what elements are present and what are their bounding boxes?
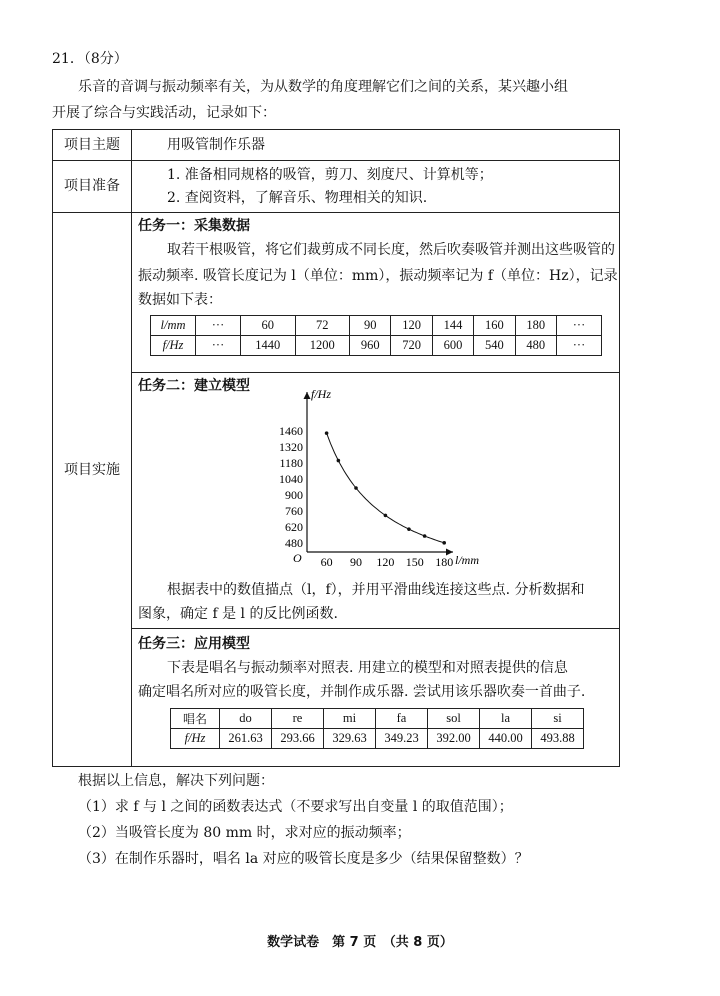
table-cell: do: [220, 709, 272, 729]
table-row: [171, 709, 584, 729]
x-axis-label: l/mm: [455, 553, 479, 567]
intro-line-2: 开展了综合与实践活动，记录如下：: [52, 105, 276, 121]
table-cell: ···: [196, 336, 241, 356]
table-cell: 349.23: [376, 729, 428, 749]
y-tick-label: 760: [285, 503, 303, 518]
table-cell: 120: [391, 316, 432, 336]
table-header-cell: f/Hz: [151, 336, 196, 356]
table-cell: 493.88: [532, 729, 584, 749]
table-cell: 960: [350, 336, 391, 356]
task3-title: 任务三：应用模型: [138, 636, 250, 652]
table-cell: 480: [515, 336, 556, 356]
x-tick-label: 90: [350, 555, 362, 569]
task2-title: 任务二：建立模型: [138, 378, 250, 394]
questions-lead: 根据以上信息，解决下列问题：: [78, 773, 274, 789]
y-tick-label: 1180: [279, 455, 303, 470]
prep-item-1: 1. 准备相同规格的吸管，剪刀、刻度尺、计算机等；: [167, 167, 493, 183]
origin-label: O: [293, 551, 302, 565]
table-cell: ···: [557, 316, 602, 336]
table-cell: 1440: [241, 336, 296, 356]
page-footer: 数学试卷 第 7 页 （共 8 页）: [267, 935, 453, 950]
table-cell: 600: [432, 336, 473, 356]
table-cell: 440.00: [480, 729, 532, 749]
x-tick-label: 120: [376, 555, 395, 569]
task3-data-table: [170, 708, 584, 749]
task2-desc-line-2: 图象，确定 f 是 l 的反比例函数.: [138, 606, 338, 622]
impl-label: 项目实施: [64, 462, 120, 478]
table-cell: sol: [428, 709, 480, 729]
task3-line-1: 下表是唱名与振动频率对照表. 用建立的模型和对照表提供的信息: [167, 660, 568, 676]
data-point: [337, 459, 341, 463]
project-table: [52, 129, 620, 767]
task1-title: 任务一：采集数据: [138, 218, 250, 234]
y-tick-label: 620: [285, 519, 303, 534]
task3-line-2: 确定唱名所对应的吸管长度，并制作成乐器. 尝试用该乐器吹奏一首曲子.: [138, 684, 586, 700]
table-header-cell: 唱名: [171, 709, 220, 729]
y-tick-label: 1460: [279, 423, 303, 438]
prep-label: 项目准备: [64, 178, 120, 194]
y-axis-label: f/Hz: [311, 387, 332, 401]
y-tick-label: 1320: [279, 439, 303, 454]
table-header-cell: f/Hz: [171, 729, 220, 749]
table-cell: 293.66: [272, 729, 324, 749]
table-cell: 329.63: [324, 729, 376, 749]
y-tick-label: 1040: [279, 471, 303, 486]
table-cell: si: [532, 709, 584, 729]
table-cell: 720: [391, 336, 432, 356]
table-cell: ···: [196, 316, 241, 336]
table-header-cell: l/mm: [151, 316, 196, 336]
column-divider: [131, 130, 132, 766]
table-cell: re: [272, 709, 324, 729]
table-row: [151, 336, 602, 356]
y-tick-label: 900: [285, 487, 303, 502]
question-number: 21．（8分）: [52, 51, 128, 67]
theme-value: 用吸管制作乐器: [167, 137, 265, 153]
table-cell: 90: [350, 316, 391, 336]
data-point: [407, 527, 411, 531]
task1-line-2: 振动频率. 吸管长度记为 l（单位：mm），振动频率记为 f（单位：Hz），记录: [138, 268, 618, 284]
data-point: [442, 541, 446, 545]
table-cell: mi: [324, 709, 376, 729]
y-tick-label: 480: [285, 535, 303, 550]
x-tick-label: 150: [405, 555, 424, 569]
question-1: （1）求 f 与 l 之间的函数表达式（不要求写出自变量 l 的取值范围）；: [78, 799, 513, 815]
x-tick-label: 180: [435, 555, 454, 569]
task1-data-table: [150, 315, 602, 356]
data-point: [384, 514, 388, 518]
question-3: （3）在制作乐器时，唱名 la 对应的吸管长度是多少（结果保留整数）？: [78, 851, 529, 867]
table-cell: 72: [295, 316, 350, 336]
table-cell: 180: [515, 316, 556, 336]
task2-desc-line-1: 根据表中的数值描点（l，f），并用平滑曲线连接这些点. 分析数据和: [167, 582, 585, 598]
frequency-length-chart: [253, 384, 479, 574]
inverse-curve: [327, 433, 445, 543]
data-point: [325, 431, 329, 435]
task-divider: [131, 372, 619, 373]
table-cell: fa: [376, 709, 428, 729]
x-tick-label: 60: [320, 555, 333, 569]
table-cell: 540: [474, 336, 515, 356]
task-divider: [131, 628, 619, 629]
table-cell: la: [480, 709, 532, 729]
table-row: [151, 316, 602, 336]
task1-line-1: 取若干根吸管，将它们裁剪成不同长度，然后吹奏吸管并测出这些吸管的: [167, 242, 615, 258]
table-cell: 392.00: [428, 729, 480, 749]
table-cell: 144: [432, 316, 473, 336]
table-cell: ···: [557, 336, 602, 356]
table-row: [171, 729, 584, 749]
row-divider: [53, 212, 619, 213]
data-point: [423, 534, 427, 538]
table-cell: 160: [474, 316, 515, 336]
table-cell: 1200: [295, 336, 350, 356]
row-divider: [53, 160, 619, 161]
question-2: （2）当吸管长度为 80 mm 时，求对应的振动频率；: [78, 825, 411, 841]
intro-line-1: 乐音的音调与振动频率有关，为从数学的角度理解它们之间的关系，某兴趣小组: [78, 79, 568, 95]
prep-item-2: 2. 查阅资料，了解音乐、物理相关的知识.: [167, 190, 428, 206]
theme-label: 项目主题: [64, 137, 120, 153]
task1-line-3: 数据如下表：: [138, 292, 222, 308]
table-cell: 60: [241, 316, 296, 336]
table-cell: 261.63: [220, 729, 272, 749]
data-point: [354, 486, 358, 490]
